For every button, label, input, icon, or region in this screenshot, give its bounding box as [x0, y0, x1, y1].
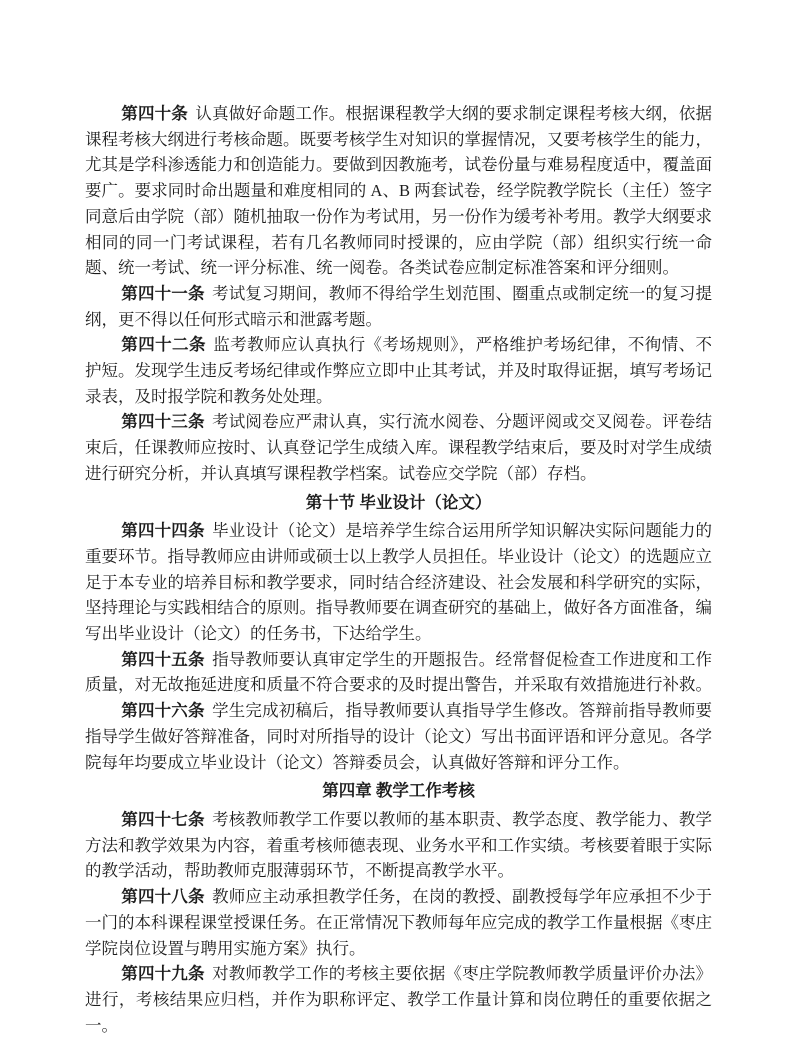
article-number: 第四十一条 — [121, 283, 205, 303]
article-paragraph — [85, 961, 712, 1038]
article-text: 考试阅卷应严肃认真，实行流水阅卷、分题评阅或交叉阅卷。评卷结束后，任课教师应按时、认真登记学生成绩入库。课程教学结束后，要及时对学生成绩进行研究分析，并认真填写课程教学档案。试卷应交学院（部）存档。 — [85, 412, 713, 483]
article-paragraph — [85, 518, 712, 647]
article-number: 第四十五条 — [121, 649, 205, 669]
article-text: 教师应主动承担教学任务，在岗的教授、副教授每学年应承担不少于一门的本科课程课堂授课任务。在正常情况下教师每年应完成的教学工作量根据《枣庄学院岗位设置与聘用实施方案》执行。 — [85, 887, 713, 958]
article-number: 第四十九条 — [121, 964, 205, 984]
article-paragraph — [85, 409, 712, 486]
article-number: 第四十条 — [121, 104, 188, 123]
article-paragraph — [85, 101, 712, 281]
article-text: 考核教师教学工作要以教师的基本职责、教学态度、教学能力、教学方法和教学效果为内容，着重考核师德表现、业务水平和工作实绩。考核要着眼于实际的教学活动，帮助教师克服薄弱环节，不断提高教学水平。 — [85, 809, 713, 881]
article-number: 第四十六条 — [121, 701, 205, 721]
article-paragraph — [85, 332, 712, 409]
section-heading: 第十节 毕业设计（论文） — [305, 492, 492, 512]
article-text: 指导教师要认真审定学生的开题报告。经常督促检查工作进度和工作质量，对无故拖延进度和质量不符合要求的及时提出警告，并采取有效措施进行补救。 — [85, 649, 713, 695]
article-number: 第四十二条 — [121, 335, 206, 355]
article-text: 毕业设计（论文）是培养学生综合运用所学知识解决实际问题能力的重要环节。指导教师应由讲师或硕士以上教学人员担任。毕业设计（论文）的选题应立足于本专业的培养目标和教学要求，同时结合经济建设、社会发展和科学研究的实际，坚持理论与实践相结合的原则。指导教师要在调查研究的基础上，做好各方面准备，编写出毕业设计（论文）的任务书，下达给学生。 — [85, 521, 713, 644]
article-number: 第四十八条 — [121, 887, 205, 907]
chapter-heading: 第四章 教学工作考核 — [322, 781, 475, 801]
article-text: 学生完成初稿后，指导教师要认真指导学生修改。答辩前指导教师要指导学生做好答辩准备，同时对所指导的设计（论文）写出书面评语和评分意见。各学院每年均要成立毕业设计（论文）答辩委员会，认真做好答辩和评分工作。 — [85, 701, 713, 772]
article-paragraph — [85, 807, 712, 884]
article-text: 认真做好命题工作。根据课程教学大纲的要求制定课程考核大纲，依据课程考核大纲进行考核命题。既要考核学生对知识的掌握情况，又要考核学生的能力，尤其是学科渗透能力和创造能力。要做到因教施考，试卷份量与难易程度适中，覆盖面要广。要求同时命出题量和难度相同的 A、B 两套试卷，经学院教学院长（主任）签字同意后由学院（部）随机抽取一份作为考试用，另一份作为缓考补考用。教学大纲要求相同的同一门考试课程，若有几名教师同时授课的，应由学院（部）组织实行统一命题、统一考试、统一评分标准、统一阅卷。各类试卷应制定标准答案和评分细则。 — [85, 104, 713, 278]
article-number: 第四十四条 — [121, 521, 205, 541]
article-text: 监考教师应认真执行《考场规则》，严格维护考场纪律，不徇情、不护短。发现学生违反考场纪律或作弊应立即中止其考试，并及时取得证据，填写考场记录表，及时报学院和教务处处理。 — [85, 335, 713, 406]
article-text: 对教师教学工作的考核主要依据《枣庄学院教师教学质量评价办法》进行，考核结果应归档，并作为职称评定、教学工作量计算和岗位聘任的重要依据之一。 — [85, 964, 713, 1035]
article-paragraph — [85, 884, 712, 961]
article-number: 第四十七条 — [121, 809, 205, 829]
document-content — [85, 101, 712, 1038]
article-text: 考试复习期间，教师不得给学生划范围、圈重点或制定统一的复习提纲，更不得以任何形式暗示和泄露考题。 — [85, 283, 713, 329]
article-paragraph — [85, 647, 712, 698]
article-paragraph — [85, 281, 712, 332]
article-number: 第四十三条 — [121, 412, 205, 432]
article-paragraph — [85, 698, 712, 775]
